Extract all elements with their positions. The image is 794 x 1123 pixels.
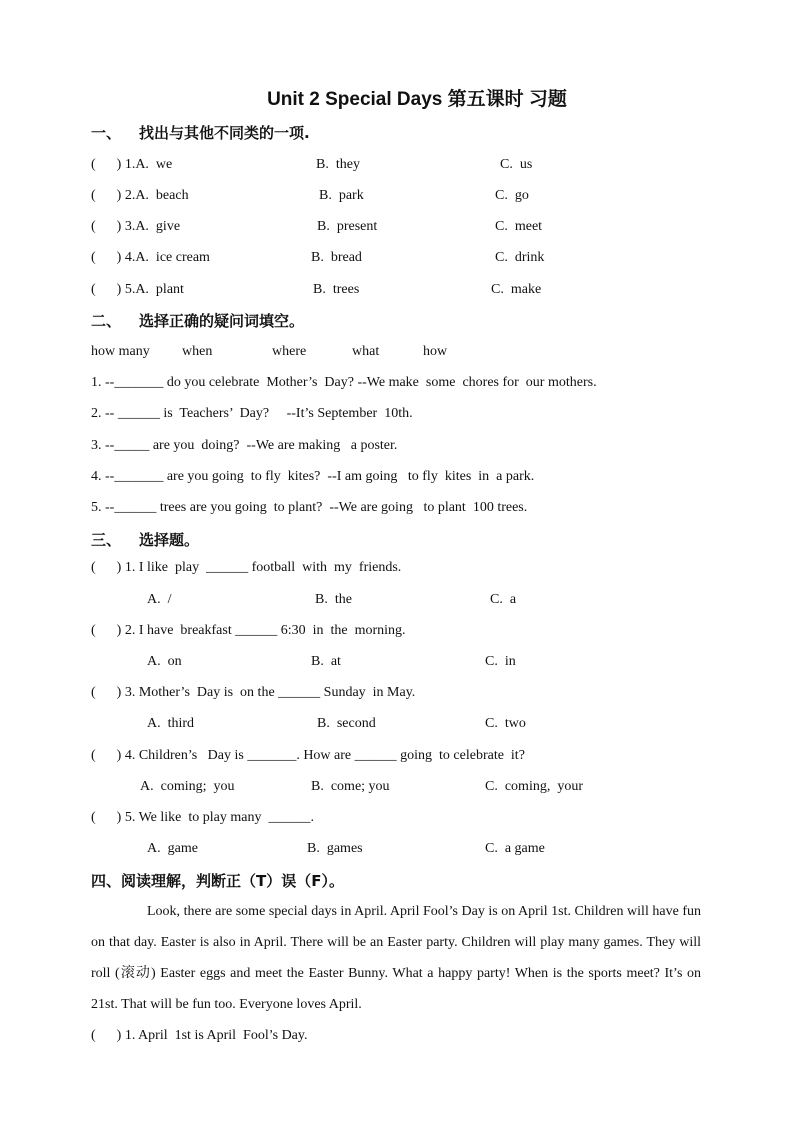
question-1-2-option-c: C. go [495, 188, 529, 203]
word-bank-item: when [182, 344, 213, 359]
question-3-4: ( ) 4. Children’s Day is _______. How are ______ going to celebrate it? [91, 748, 525, 763]
question-2-3: 3. --_____ are you doing? --We are making a poster. [91, 438, 398, 453]
question-3-3-option-c: C. two [485, 716, 526, 731]
question-3-1: ( ) 1. I like play ______ football with my friends. [91, 560, 402, 575]
question-3-1-option-c: C. a [490, 592, 517, 607]
word-bank-item: what [352, 344, 380, 359]
question-3-5: ( ) 5. We like to play many ______. [91, 810, 314, 825]
section-3-number: 三、 [91, 531, 122, 549]
question-1-5-option-b: B. trees [313, 282, 360, 297]
question-1-3-option-c: C. meet [495, 219, 543, 234]
section-1-number: 一、 [91, 124, 122, 142]
word-bank-item: where [272, 344, 307, 359]
question-3-1-option-a: A. / [147, 592, 172, 607]
section-2-title: 选择正确的疑问词填空。 [139, 312, 305, 330]
question-1-5-option-c: C. make [491, 282, 542, 297]
section-4-heading: 四、阅读理解，判断正（T）误（F）。 [91, 872, 344, 890]
section-2-number: 二、 [91, 312, 122, 330]
question-3-4-option-c: C. coming, your [485, 779, 583, 794]
question-3-5-option-c: C. a game [485, 841, 545, 856]
question-2-5: 5. --______ trees are you going to plant? --We are going to plant 100 trees. [91, 500, 528, 515]
question-2-1: 1. --_______ do you celebrate Mother’s Day? --We make some chores for our mothers. [91, 375, 597, 390]
page-title: Unit 2 Special Days 第五课时 习题 [267, 89, 567, 110]
question-2-2: 2. -- ______ is Teachers’ Day? --It’s September 10th. [91, 406, 413, 421]
question-3-3-option-a: A. third [147, 716, 195, 731]
question-1-1: ( ) 1.A. we [91, 157, 173, 172]
question-3-4-option-a: A. coming; you [140, 779, 235, 794]
section-3-title: 选择题。 [139, 531, 200, 549]
question-3-1-option-b: B. the [315, 592, 352, 607]
question-1-3-option-b: B. present [317, 219, 378, 234]
question-1-4-option-c: C. drink [495, 250, 545, 265]
question-1-1-option-c: C. us [500, 157, 533, 172]
word-bank-item: how [423, 344, 448, 359]
section-3-heading [91, 530, 199, 550]
question-4-1: ( ) 1. April 1st is April Fool’s Day. [91, 1028, 308, 1043]
question-3-2-option-c: C. in [485, 654, 516, 669]
question-1-5: ( ) 5.A. plant [91, 282, 184, 297]
question-1-4-option-b: B. bread [311, 250, 362, 265]
question-1-2: ( ) 2.A. beach [91, 188, 189, 203]
question-3-3: ( ) 3. Mother’s Day is on the ______ Sunday in May. [91, 685, 416, 700]
question-3-2-option-a: A. on [147, 654, 182, 669]
question-2-4: 4. --_______ are you going to fly kites? --I am going to fly kites in a park. [91, 469, 535, 484]
word-bank-item: how many [91, 344, 150, 359]
question-3-5-option-b: B. games [307, 841, 363, 856]
question-3-3-option-b: B. second [317, 716, 376, 731]
question-3-2: ( ) 2. I have breakfast ______ 6:30 in the morning. [91, 623, 406, 638]
question-1-3: ( ) 3.A. give [91, 219, 181, 234]
question-1-4: ( ) 4.A. ice cream [91, 250, 210, 265]
section-1-title: 找出与其他不同类的一项. [139, 124, 310, 142]
question-3-4-option-b: B. come; you [311, 779, 390, 794]
section-2-heading [91, 311, 304, 331]
section-1-heading [91, 123, 310, 143]
question-1-1-option-b: B. they [316, 157, 360, 172]
question-1-2-option-b: B. park [319, 188, 364, 203]
question-3-5-option-a: A. game [147, 841, 198, 856]
reading-passage: Look, there are some special days in April. April Fool’s Day is on April 1st. Children will have fun on that day. Easter is also in April. There will be an Easter party. Children will play many games. They will roll (滚动) Easter eggs and meet the Easter Bunny. What a happy party! When is the sports meet? It’s on 21st. That will be fun too. Everyone loves April. [91, 904, 701, 1012]
question-3-2-option-b: B. at [311, 654, 341, 669]
